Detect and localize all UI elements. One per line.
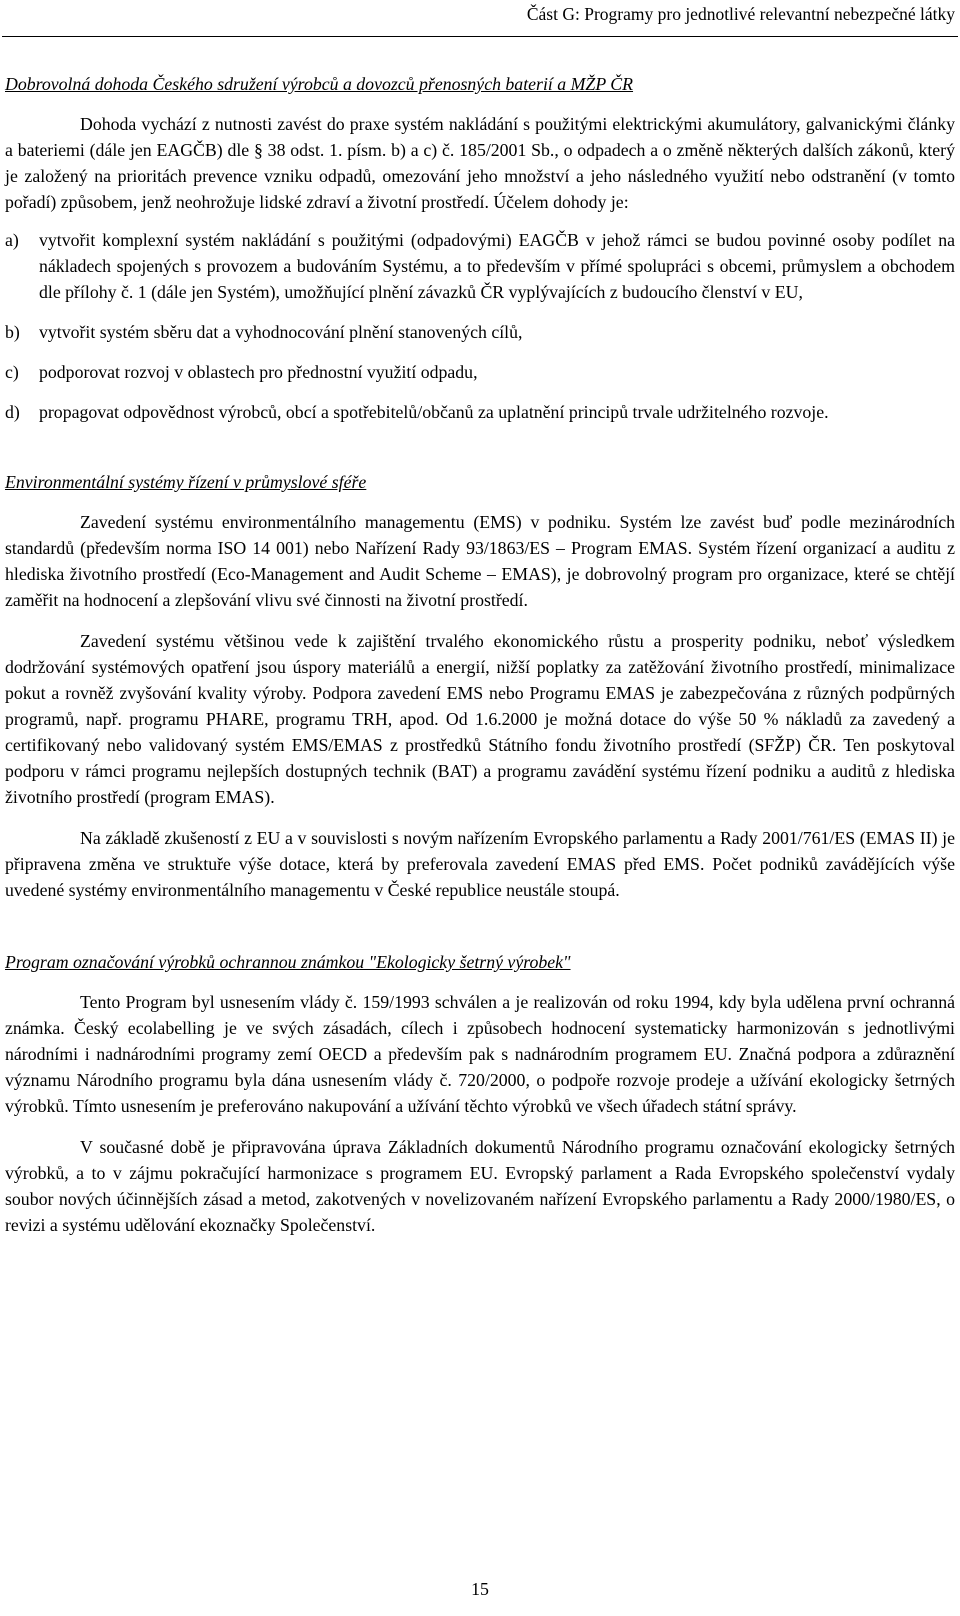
- section-title-battery-agreement: Dobrovolná dohoda Českého sdružení výrobců a dovozců přenosných baterií a MŽP ČR: [5, 74, 634, 94]
- list-item: [5, 227, 955, 305]
- list-marker: b): [5, 322, 20, 342]
- list-marker: c): [5, 362, 19, 382]
- ecolabel-paragraph-2: V současné době je připravována úprava Základních dokumentů Národního programu označování ekologicky šetrných výrobků, a to v zájmu pokračující harmonizace s programem EU. Evropský parlament a Rada Evropského společenství vydaly soubor nových účinnějších zásad a metod, zakotvených v novelizovaném nařízení Evropského parlamentu a Rady 2000/1980/ES, o revizi a systému udělování ekoznačky Společenství.: [5, 1137, 955, 1235]
- ems-paragraph-2: Zavedení systému většinou vede k zajištění trvalého ekonomického růstu a prosperity podniku, neboť výsledkem dodržování systémových opatření jsou úspory materiálů a energií, nižší poplatky za zatěžování životního prostředí, minimalizace pokut a rovněž zvyšování kvality výroby. Podpora zavedení EMS nebo Programu EMAS je zabezpečována z různých podpůrných programů, např. programu PHARE, programu TRH, apod. Od 1.6.2000 je možná dotace do výše 50 % nákladů za zavedený a certifikovaný nebo validovaný systém EMS/EMAS z prostředků Státního fondu životního prostředí (SFŽP) ČR. Ten poskytoval podporu v rámci programu nejlepších dostupných technik (BAT) a programu zavádění systému řízení podniku a auditů z hlediska životního prostředí (program EMAS).: [5, 631, 955, 807]
- agreement-goals-list: [5, 227, 955, 425]
- ems-paragraph-1: Zavedení systému environmentálního managementu (EMS) v podniku. Systém lze zavést buď podle mezinárodních standardů (především norma ISO 14 001) nebo Nařízení Rady 93/1863/ES – Program EMAS. Systém řízení organizací a auditu z hlediska životního prostředí (Eco-Management and Audit Scheme – EMAS), je dobrovolný program pro organizace, které se chtějí zaměřit na hodnocení a zlepšování vlivu své činnosti na životní prostředí.: [5, 512, 955, 610]
- list-item: [5, 359, 955, 385]
- page-content: [5, 69, 955, 1238]
- list-marker: a): [5, 230, 19, 250]
- list-item: [5, 399, 955, 425]
- battery-agreement-intro: Dohoda vychází z nutnosti zavést do praxe systém nakládání s použitými elektrickými akumulátory, galvanickými články a bateriemi (dále jen EAGČB) dle § 38 odst. 1. písm. b) a c) č. 185/2001 Sb., o odpadech a o změně některých dalších zákonů, který je založený na prioritách prevence vzniku odpadů, omezování jeho množství a jeho následného využití nebo odstranění (v tomto pořadí) způsobem, jenž neohrožuje lidské zdraví a životní prostředí. Účelem dohody je:: [5, 114, 955, 212]
- list-item-text: podporovat rozvoj v oblastech pro přednostní využití odpadu,: [39, 362, 478, 382]
- ecolabel-paragraph-1: Tento Program byl usnesením vlády č. 159/1993 schválen a je realizován od roku 1994, kdy byla udělena první ochranná známka. Český ecolabelling je ve svých zásadách, cílech i způsobech hodnocení systematicky harmonizován s jednotlivými národními i nadnárodními programy zemí OECD a především pak s nadnárodním programem EU. Značná podpora a zdůraznění významu Národního programu byla dána usnesením vlády č. 720/2000, o podpoře rozvoje prodeje a užívání ekologicky šetrných výrobků. Tímto usnesením je preferováno nakupování a užívání těchto výrobků ve všech úřadech státní správy.: [5, 992, 955, 1116]
- running-header: Část G: Programy pro jednotlivé relevantní nebezpečné látky: [526, 4, 955, 24]
- header-rule: [2, 36, 958, 37]
- ems-paragraph-3: Na základě zkušeností z EU a v souvislosti s novým nařízením Evropského parlamentu a Rady 2001/761/ES (EMAS II) je připravena změna ve struktuře výše dotace, která by preferovala zavedení EMAS před EMS. Počet podniků zavádějících výše uvedené systémy environmentálního managementu v České republice neustále stoupá.: [5, 828, 955, 900]
- list-marker: d): [5, 402, 20, 422]
- list-item-text: vytvořit systém sběru dat a vyhodnocování plnění stanovených cílů,: [39, 322, 523, 342]
- section-title-ecolabel: Program označování výrobků ochrannou známkou "Ekologicky šetrný výrobek": [5, 952, 571, 972]
- list-item-text: propagovat odpovědnost výrobců, obcí a spotřebitelů/občanů za uplatnění principů trvale udržitelného rozvoje.: [39, 402, 829, 422]
- list-item: [5, 319, 955, 345]
- page-number: 15: [471, 1579, 489, 1599]
- list-item-text: vytvořit komplexní systém nakládání s použitými (odpadovými) EAGČB v jehož rámci se budou povinné osoby podílet na nákladech spojených s provozem a budováním Systému, a to především v přímé spolupráci s obcemi, průmyslem a obchodem dle přílohy č. 1 (dále jen Systém), umožňující plnění závazků ČR vyplývajících z budoucího členství v EU,: [39, 230, 955, 302]
- section-title-ems: Environmentální systémy řízení v průmyslové sféře: [5, 472, 367, 492]
